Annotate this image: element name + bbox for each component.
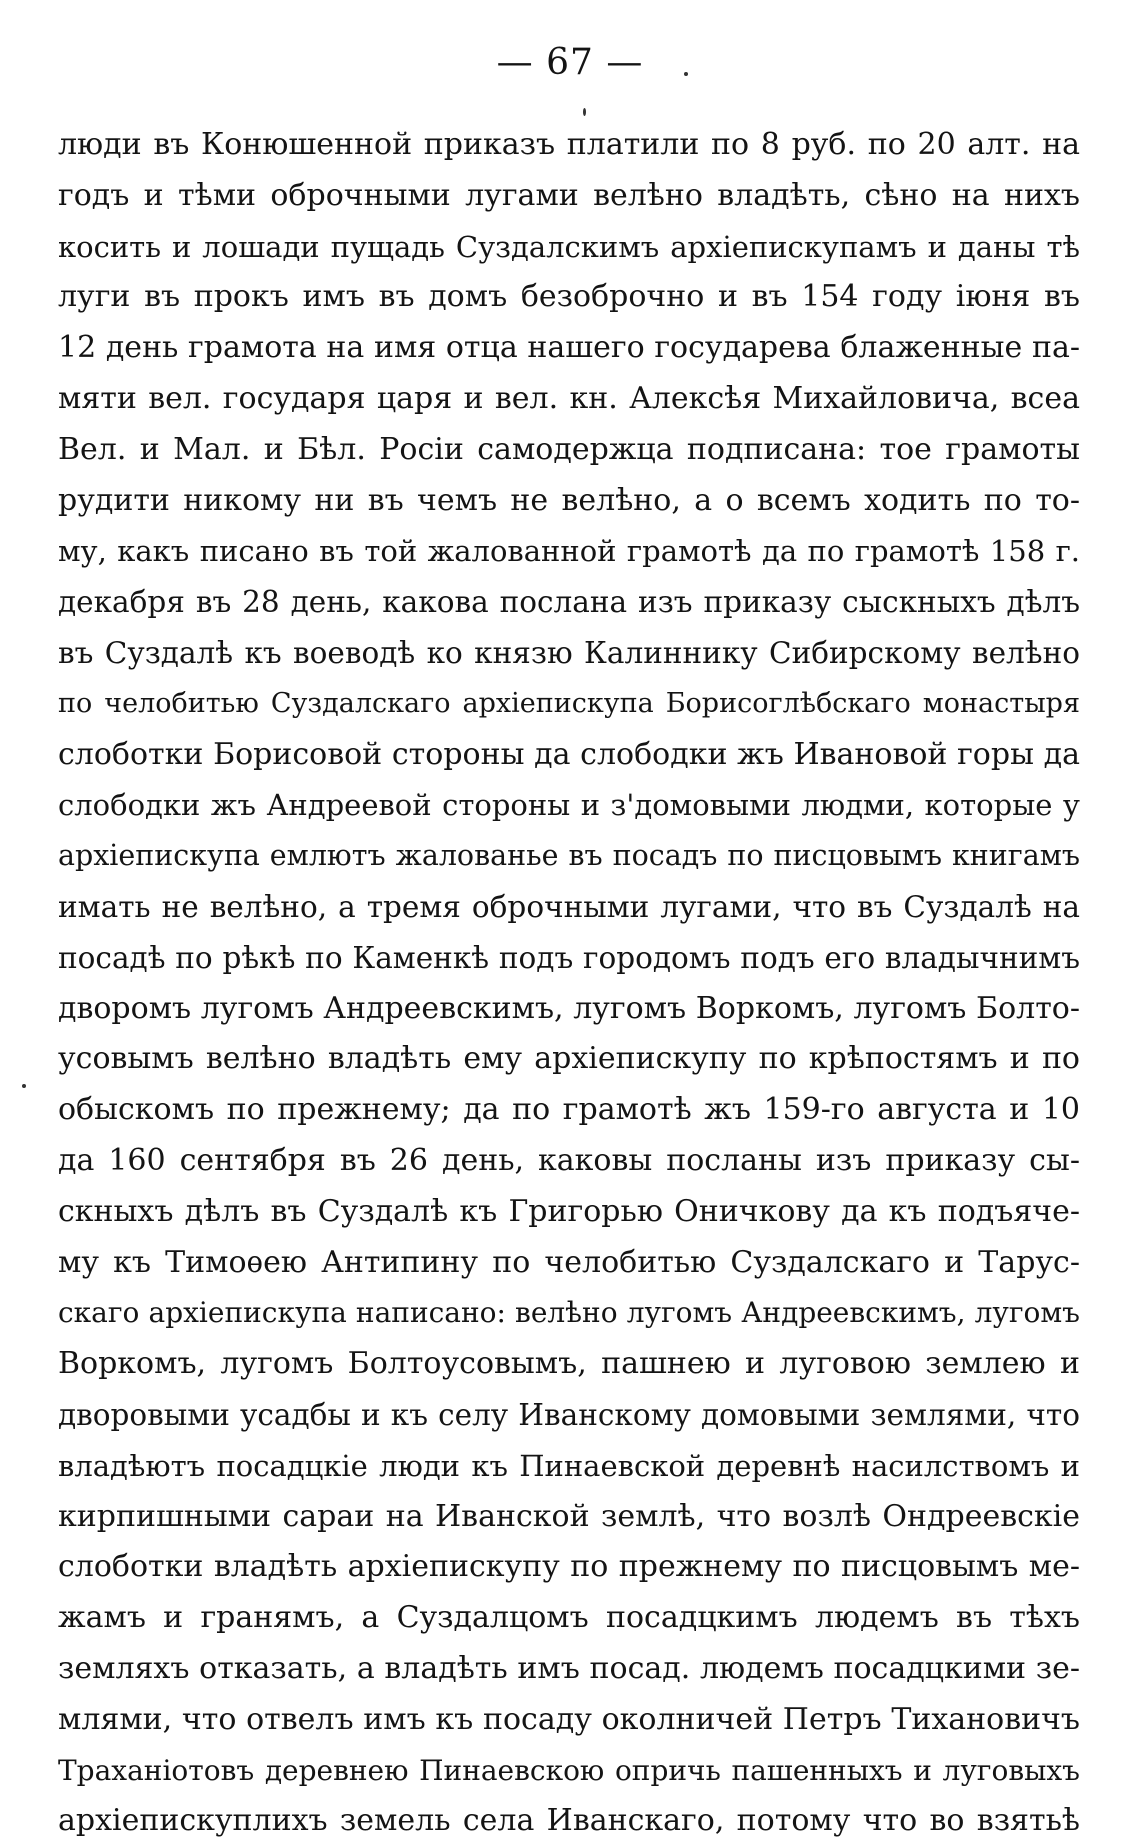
text-line: скныхъ дѣлъ въ Суздалѣ къ Григорью Оничкову да къ подъяче- [58, 1193, 1080, 1229]
scan-speck [583, 108, 586, 116]
text-line: му, какъ писано въ той жалованной грамотѣ да по грамотѣ 158 г. [58, 534, 1080, 569]
text-line: мяти вел. государя царя и вел. кн. Алексѣя Михайловича, всеа [58, 380, 1080, 416]
scan-speck [684, 72, 688, 76]
text-line: обыскомъ по прежнему; да по грамотѣ жъ 159-го августа и 10 [58, 1092, 1080, 1128]
text-line: архiепискуплихъ земель села Иванскаго, потому что во взятьѣ [58, 1803, 1080, 1839]
text-line: дворомъ лугомъ Андреевскимъ, лугомъ Воркомъ, лугомъ Болто- [58, 990, 1080, 1026]
text-line: слоботки владѣть архiепискупу по прежнему по писцовымъ ме- [58, 1549, 1080, 1585]
page-number: — 67 — [496, 42, 644, 83]
text-line: владѣютъ посадцкiе люди къ Пинаевской деревнѣ насилствомъ и [58, 1448, 1080, 1483]
text-line: Воркомъ, лугомъ Болтоусовымъ, пашнею и луговою землею и [58, 1346, 1080, 1382]
text-line: луги въ прокъ имъ въ домъ безоброчно и въ 154 году iюня въ [58, 279, 1080, 315]
text-body [58, 120, 1080, 1847]
text-line: дворовыми усадбы и къ селу Иванскому домовыми землями, что [58, 1397, 1080, 1432]
text-line: усовымъ велѣно владѣть ему архiепискупу по крѣпостямъ и по [58, 1041, 1080, 1077]
text-line: по челобитью Суздалскаго архiепискупа Борисоглѣбскаго монастыря [58, 687, 1080, 719]
text-line: люди въ Конюшенной приказъ платили по 8 руб. по 20 алт. на [58, 127, 1080, 162]
text-line: косить и лошади пущадь Суздалскимъ архiепискупамъ и даны тѣ [58, 229, 1080, 264]
text-line: Вел. и Мал. и Бѣл. Росiи самодержца подписана: тое грамоты [58, 431, 1080, 467]
text-line: да 160 сентября въ 26 день, каковы посланы изъ приказу сы- [58, 1142, 1080, 1178]
text-line: скаго архiепискупа написано: велѣно лугомъ Андреевскимъ, лугомъ [58, 1296, 1080, 1330]
text-line: архiепискупа емлютъ жалованье въ посадъ по писцовымъ книгамъ [58, 839, 1080, 873]
text-line: слоботки Борисовой стороны да слободки жъ Ивановой горы да [58, 736, 1080, 772]
text-line: 12 день грамота на имя отца нашего государева блаженные па- [58, 330, 1080, 366]
text-line: жамъ и гранямъ, а Суздалцомъ посадцкимъ людемъ въ тѣхъ [58, 1600, 1080, 1636]
text-line: посадѣ по рѣкѣ по Каменкѣ подъ городомъ подъ его владычнимъ [58, 940, 1080, 975]
text-line: рудити никому ни въ чемъ не велѣно, а о всемъ ходить по то- [58, 482, 1080, 518]
text-line: кирпишными сараи на Иванской землѣ, что возлѣ Ондреевскiе [58, 1498, 1080, 1534]
text-line: имать не велѣно, а тремя оброчными лугами, что въ Суздалѣ на [58, 889, 1080, 924]
text-line: декабря въ 28 день, какова послана изъ приказу сыскныхъ дѣлъ [58, 585, 1080, 620]
text-line: Траханiотовъ деревнею Пинаевскою опричь пашенныхъ и луговыхъ [58, 1753, 1080, 1787]
text-line: годъ и тѣми оброчными лугами велѣно владѣть, сѣно на нихъ [58, 177, 1080, 213]
scan-speck [22, 1084, 26, 1088]
text-line: въ Суздалѣ къ воеводѣ ко князю Калиннику Сибирскому велѣно [58, 635, 1080, 670]
text-line: слободки жъ Андреевой стороны и з'домовыми людми, которые у [58, 788, 1080, 823]
text-line: земляхъ отказать, а владѣть имъ посад. людемъ посадцкими зе- [58, 1650, 1080, 1686]
text-line: му къ Тимоѳею Антипину по челобитью Суздалскаго и Тарус- [58, 1244, 1080, 1280]
text-line: млями, что отвелъ имъ къ посаду околничей Петръ Тихановичъ [58, 1701, 1080, 1737]
